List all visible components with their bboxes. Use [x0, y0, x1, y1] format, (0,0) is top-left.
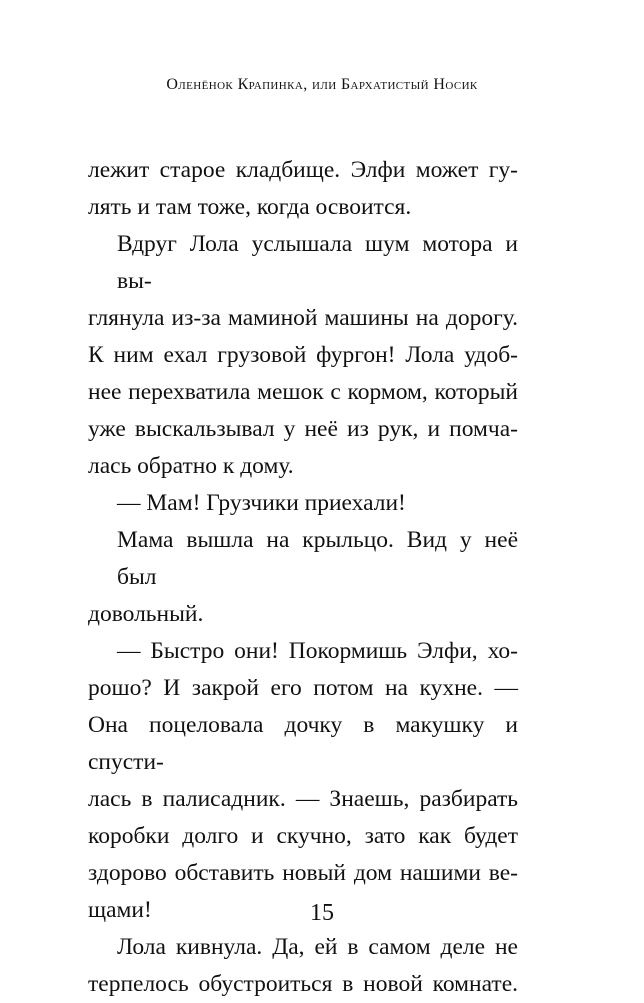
text-line: щами! [88, 897, 152, 923]
text-line: коробки долго и скучно, зато как будет [88, 823, 518, 849]
running-header: Оленёнок Крапинка, или Бархатистый Носик [166, 76, 478, 93]
text-line: лась в палисадник. — Знаешь, разбирать [88, 786, 518, 812]
text-line: лежит старое кладбище. Элфи может гу- [88, 157, 518, 183]
text-line: К ним ехал грузовой фургон! Лола удоб- [88, 342, 518, 368]
text-line: лась обратно к дому. [88, 453, 294, 479]
text-line: — Быстро они! Покормишь Элфи, хо- [117, 638, 518, 664]
text-line: Она поцеловала дочку в макушку и спусти- [88, 712, 518, 775]
text-line: терпелось обустроиться в новой комнате. [88, 971, 518, 997]
text-line: рошо? И закрой его потом на кухне. — [88, 675, 518, 701]
text-line: здорово обставить новый дом нашими ве- [88, 860, 518, 886]
text-line: нее перехватила мешок с кормом, который [88, 379, 518, 405]
text-line: Мама вышла на крыльцо. Вид у неё был [117, 527, 518, 590]
text-line: — Мам! Грузчики приехали! [117, 490, 406, 516]
page-body [88, 152, 518, 1003]
page-number: 15 [310, 900, 334, 926]
text-line: довольный. [88, 601, 204, 627]
text-line: глянула из-за маминой машины на дорогу. [88, 305, 518, 331]
text-line: Лола кивнула. Да, ей в самом деле не [117, 934, 518, 960]
text-line: Вдруг Лола услышала шум мотора и вы- [117, 231, 518, 294]
text-line: лять и там тоже, когда освоится. [88, 194, 412, 220]
text-line: уже выскальзывал у неё из рук, и помча- [88, 416, 518, 442]
